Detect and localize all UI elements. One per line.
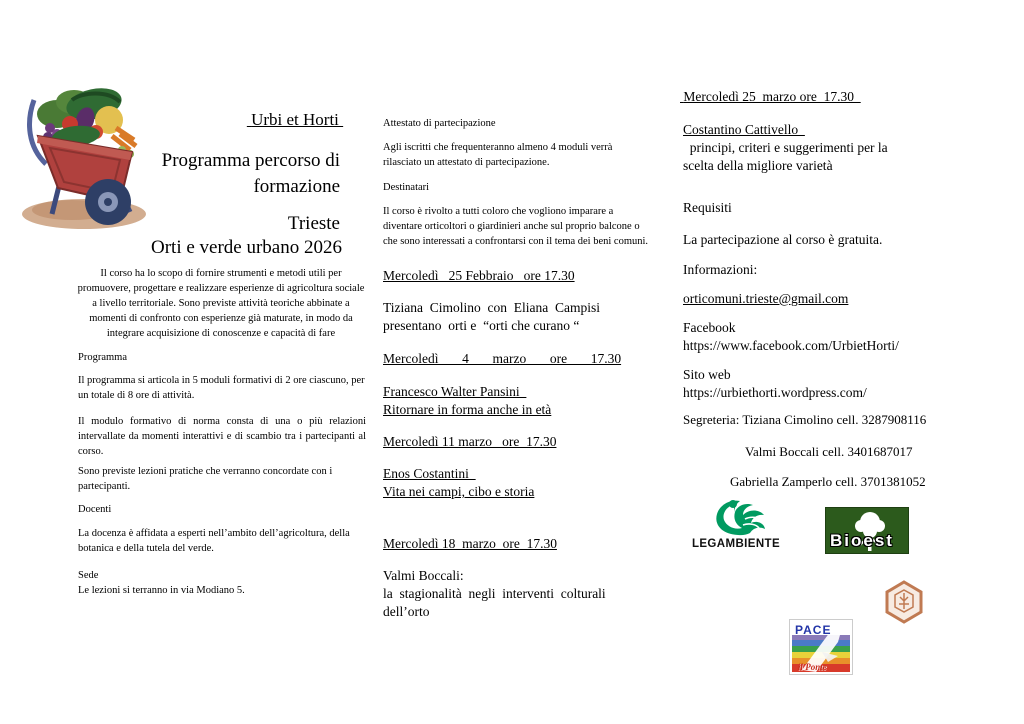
pace-flag-logo xyxy=(790,620,852,674)
session-1-speaker: Tiziana Cimolino con Eliana Campisi xyxy=(383,300,600,315)
destinatari-paragraph: Il corso è rivolto a tutti coloro che vogliono imparare a diventare orticoltori o giardinieri anche sul proprio balcone o che sono interessati a confrontarsi con il tema dei beni comuni. xyxy=(383,206,649,247)
hexagon-badge-logo xyxy=(884,580,924,624)
pace-sublabel: il Ponte xyxy=(798,662,827,672)
destinatari-heading: Destinatari xyxy=(383,182,430,193)
session-4-speaker: Valmi Boccali: xyxy=(383,568,464,583)
session-5-date: Mercoledì 25 marzo ore 17.30 xyxy=(680,89,861,104)
program-title-line1: Programma percorso di xyxy=(161,150,340,171)
attestato-paragraph: Agli iscritti che frequenteranno almeno 4 moduli verrà rilasciato un attestato di partecipazione. xyxy=(383,142,613,168)
bioest-logo xyxy=(825,507,909,554)
session-2-speaker: Francesco Walter Pansini xyxy=(383,384,527,399)
modulo-paragraph: Il modulo formativo di norma consta di una o più relazioni intervallate da momenti interattivi e di scambio tra i partecipanti al corso. xyxy=(78,416,366,457)
email-link[interactable]: orticomuni.trieste@gmail.com xyxy=(683,291,849,306)
sede-paragraph: Le lezioni si terranno in via Modiano 5. xyxy=(78,585,245,596)
program-title-line2: formazione xyxy=(253,176,340,197)
docenti-heading: Docenti xyxy=(78,504,112,515)
sito-web-url: https://urbiethorti.wordpress.com/ xyxy=(683,385,867,400)
edition-title: Orti e verde urbano 2026 xyxy=(151,237,342,258)
programma-heading: Programma xyxy=(78,352,127,363)
hexagon-emblem-icon xyxy=(884,580,924,624)
session-1-date: Mercoledì 25 Febbraio ore 17.30 xyxy=(383,268,575,283)
session-2-date: Mercoledì 4 marzo ore 17.30 xyxy=(383,351,622,366)
lezioni-pratiche-paragraph: Sono previste lezioni pratiche che verranno concordate con i partecipanti. xyxy=(78,466,333,492)
bioest-label: Bioest xyxy=(830,531,894,550)
segreteria-line-3: Gabriella Zamperlo cell. 3701381052 xyxy=(730,474,926,489)
facebook-label: Facebook xyxy=(683,320,736,335)
city-title: Trieste xyxy=(287,213,340,234)
segreteria-line-1: Segreteria: Tiziana Cimolino cell. 3287908116 xyxy=(683,412,927,427)
session-2-topic: Ritornare in forma anche in età xyxy=(383,402,552,417)
session-1-topic: presentano orti e “orti che curano “ xyxy=(383,318,580,333)
programma-paragraph: Il programma si articola in 5 moduli formativi di 2 ore ciascuno, per un totale di 8 ore di attività. xyxy=(78,375,365,401)
session-4-date: Mercoledì 18 marzo ore 17.30 xyxy=(383,536,557,551)
course-intro-paragraph: Il corso ha lo scopo di fornire strumenti e metodi utili per promuovere, progettare e realizzare esperienze di agricoltura sociale a livello territoriale. Sono previste attività teoriche abbinate a momenti di confronto con esperienze già maturate, in modo da integrare acquisizione di conoscenze e capacità di fare xyxy=(77,268,365,339)
session-5-speaker: Costantino Cattivello xyxy=(683,122,805,137)
informazioni-heading: Informazioni: xyxy=(683,262,758,277)
attestato-heading: Attestato di partecipazione xyxy=(383,118,496,129)
facebook-url: https://www.facebook.com/UrbietHorti/ xyxy=(683,338,899,353)
docenti-paragraph: La docenza è affidata a esperti nell’ambito dell’agricoltura, della botanica e della tutela del verde. xyxy=(78,528,350,554)
legambiente-label: LEGAMBIENTE xyxy=(691,538,781,550)
session-3-date: Mercoledì 11 marzo ore 17.30 xyxy=(383,434,557,449)
legambiente-logo xyxy=(691,497,781,555)
session-3-speaker: Enos Costantini xyxy=(383,466,476,481)
session-4-topic-line2: dell’orto xyxy=(383,604,430,619)
segreteria-line-2: Valmi Boccali cell. 3401687017 xyxy=(745,444,913,459)
sito-web-label: Sito web xyxy=(683,367,731,382)
requisiti-paragraph: La partecipazione al corso è gratuita. xyxy=(683,232,883,247)
page-title: Urbi et Horti xyxy=(246,110,344,129)
session-3-topic: Vita nei campi, cibo e storia xyxy=(383,484,535,499)
requisiti-heading: Requisiti xyxy=(683,200,732,215)
sede-heading: Sede xyxy=(78,570,99,581)
pace-label: PACE xyxy=(795,623,832,637)
session-4-topic-line1: la stagionalità negli interventi colturali xyxy=(383,586,606,601)
legambiente-swan-icon xyxy=(709,497,767,537)
session-5-topic-line2: scelta della migliore varietà xyxy=(683,158,833,173)
session-5-topic-line1: principi, criteri e suggerimenti per la xyxy=(683,140,888,155)
